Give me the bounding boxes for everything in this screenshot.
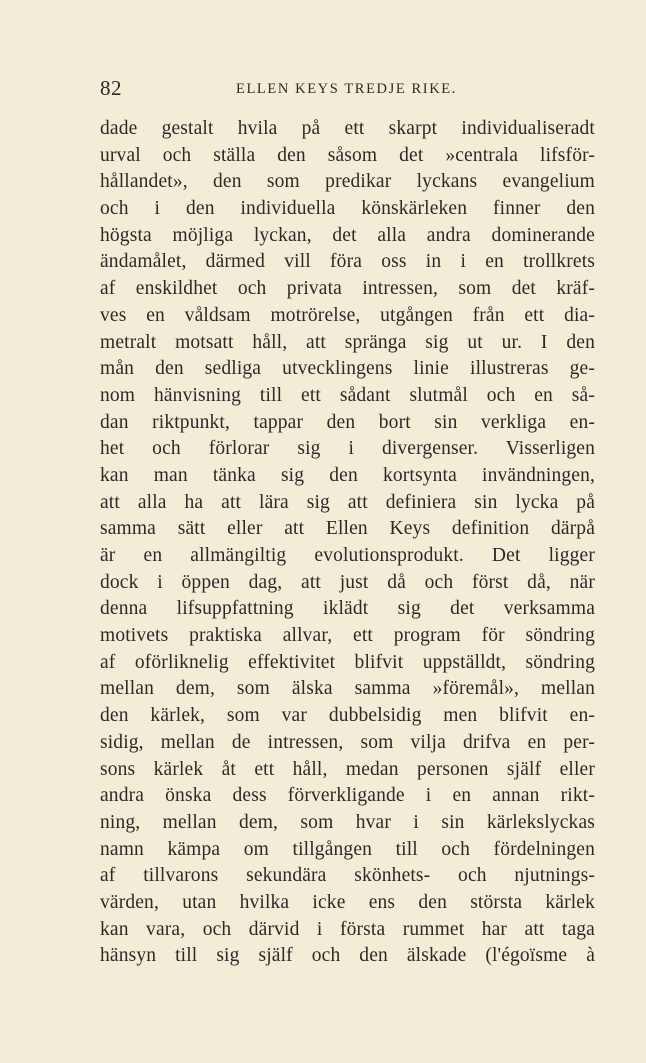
text-line: värden, utan hvilka icke ens den största kärlek (100, 891, 595, 913)
text-line: att alla ha att lära sig att definiera sin lycka på (100, 491, 595, 513)
text-line: af enskildhet och privata intressen, som det kräf- (100, 278, 595, 300)
text-line: är en allmängiltig evolutionsprodukt. Det ligger (100, 545, 595, 566)
text-line: mellan dem, som älska samma »föremål», mellan (100, 678, 595, 700)
text-line: samma sätt eller att Ellen Keys definition därpå (100, 518, 595, 540)
text-line: af tillvarons sekundära skönhets- och njutnings- (100, 865, 595, 887)
running-head (100, 76, 595, 100)
text-line: af oförliknelig effektivitet blifvit uppställdt, söndring (100, 651, 595, 673)
text-line: andra önska dess förverkligande i en annan rikt- (100, 785, 595, 807)
text-line: ves en våldsam motrörelse, utgången från ett dia- (100, 304, 595, 326)
text-line: hänsyn till sig själf och den älskade (l'égoïsme à (100, 945, 595, 967)
text-line: hållandet», den som predikar lyckans evangelium (100, 171, 595, 193)
text-line: denna lifsuppfattning iklädt sig det verksamma (100, 598, 595, 620)
text-line: och i den individuella könskärleken finner den (100, 198, 595, 220)
text-line: kan vara, och därvid i första rummet har att taga (100, 918, 595, 940)
page-number: 82 (100, 76, 122, 100)
text-line: dock i öppen dag, att just då och först då, när (100, 571, 595, 593)
text-line: namn kämpa om tillgången till och fördelningen (100, 838, 595, 860)
text-line: sons kärlek åt ett håll, medan personen själf eller (100, 758, 595, 780)
text-line: ändamålet, därmed vill föra oss in i en trollkrets (100, 251, 595, 273)
body-text (100, 116, 595, 970)
text-line: motivets praktiska allvar, ett program för söndring (100, 625, 595, 647)
text-line: nom hänvisning till ett sådant slutmål och en så- (100, 384, 595, 406)
text-line: metralt motsatt håll, att spränga sig ut ur. I den (100, 331, 595, 353)
text-line: urval och ställa den såsom det »centrala lifsför- (100, 144, 595, 166)
text-line: kan man tänka sig den kortsynta invändningen, (100, 464, 595, 486)
text-line: dan riktpunkt, tappar den bort sin verkliga en- (100, 411, 595, 433)
text-line: högsta möjliga lyckan, det alla andra dominerande (100, 224, 595, 246)
text-line: ning, mellan dem, som hvar i sin kärlekslyckas (100, 811, 595, 833)
text-line: mån den sedliga utvecklingens linie illustreras ge- (100, 358, 595, 380)
text-line: het och förlorar sig i divergenser. Visserligen (100, 438, 595, 460)
text-line: dade gestalt hvila på ett skarpt individualiseradt (100, 118, 595, 139)
text-line: den kärlek, som var dubbelsidig men blifvit en- (100, 705, 595, 727)
text-line: sidig, mellan de intressen, som vilja drifva en per- (100, 731, 595, 753)
running-title: ELLEN KEYS TREDJE RIKE. (236, 81, 457, 97)
